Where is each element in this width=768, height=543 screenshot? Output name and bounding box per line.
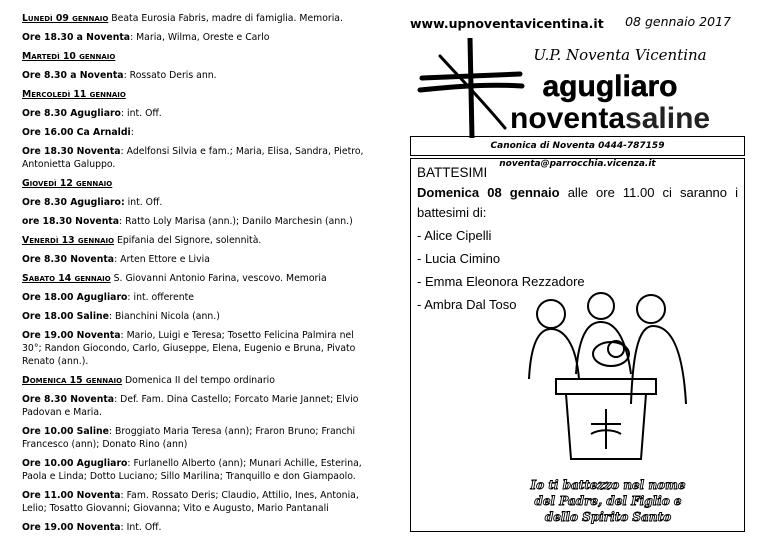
day-heading: Martedì 10 gennaio <box>22 51 116 62</box>
mass-entry: Ore 8.30 Agugliaro: int. Off. <box>22 197 163 208</box>
up-label: U.P. Noventa Vicentina <box>533 46 707 64</box>
baptism-name: - Lucia Cimino <box>417 251 501 266</box>
baptism-name: - Alice Cipelli <box>417 228 492 243</box>
day-heading: Venerdì 13 gennaio Epifania del Signore, solennità. <box>22 235 262 246</box>
day-heading: Giovedì 12 gennaio <box>22 178 113 189</box>
agugliaro-label: agugliaro <box>542 70 678 103</box>
baptism-name: - Emma Eleonora Rezzadore <box>417 274 585 289</box>
mass-schedule <box>22 12 374 540</box>
mass-entry: Ore 18.30 a Noventa: Maria, Wilma, Oreste e Carlo <box>22 32 270 43</box>
baptism-box <box>410 158 745 532</box>
mass-entry: Ore 10.00 Saline: Broggiato Maria Teresa (ann); Fraron Bruno; Franchi Francesco (ann); Donato Rino (ann) <box>22 426 356 450</box>
mass-entry: Ore 10.00 Agugliaro: Furlanello Alberto (ann); Munari Achille, Esterina, Paola e Linda; Dotto Luciano; Sillo Marilina; Tranquillo e don Giampaolo. <box>22 458 362 482</box>
day-heading: Domenica 15 gennaio Domenica II del tempo ordinario <box>22 375 275 386</box>
motto-line: Io ti battezzo nel nome <box>530 478 686 492</box>
motto-line: dello Spirito Santo <box>544 510 672 524</box>
mass-entry: Ore 18.00 Agugliaro: int. offerente <box>22 292 194 303</box>
baptism-heading: BATTESIMI <box>417 165 488 180</box>
motto-line: del Padre, del Figlio e <box>534 494 682 508</box>
mass-entry: Ore 19.00 Noventa: Int. Off. <box>22 522 162 533</box>
canonica-contact: Canonica di Noventa 0444-787159 noventa@parrocchia.vicenza.it <box>410 136 745 156</box>
mass-entry: Ore 19.00 Noventa: Mario, Luigi e Teresa; Tosetto Felicina Palmira nel 30°; Randon Giocondo, Carlo, Giuseppe, Elena, Eugenio e Bruna, Pivato Renato (ann.). <box>22 330 356 367</box>
cross-icon <box>420 38 522 138</box>
parish-logo <box>410 38 740 138</box>
mass-entry: Ore 11.00 Noventa: Fam. Rossato Deris; Claudio, Attilio, Ines, Antonia, Lelio; Tosatto Giovanni; Giovanna; Vito e Augusto, Mario Pantanali <box>22 490 359 514</box>
mass-entry: Ore 8.30 Noventa: Def. Fam. Dina Castello; Forcato Marie Jannet; Elvio Padovan e Maria. <box>22 394 359 418</box>
mass-entry: Ore 18.00 Saline: Bianchini Nicola (ann.) <box>22 311 220 322</box>
mass-entry: Ore 8.30 Agugliaro: int. Off. <box>22 108 162 119</box>
day-heading: Mercoledì 11 gennaio <box>22 89 126 100</box>
day-heading: Sabato 14 gennaio S. Giovanni Antonio Farina, vescovo. Memoria <box>22 273 327 284</box>
day-heading: Lunedì 09 gennaio Beata Eurosia Fabris, madre di famiglia. Memoria. <box>22 13 343 24</box>
mass-entry: Ore 8.30 Noventa: Arten Ettore e Livia <box>22 254 210 265</box>
issue-date: 08 gennaio 2017 <box>625 14 731 29</box>
website-url[interactable]: www.upnoventavicentina.it <box>410 16 604 31</box>
mass-entry: Ore 16.00 Ca Arnaldi: <box>22 127 134 138</box>
baptism-intro: Domenica 08 gennaio alle ore 11.00 ci saranno i battesimi di: <box>417 185 738 220</box>
mass-entry: Ore 8.30 a Noventa: Rossato Deris ann. <box>22 70 217 81</box>
noventa-saline-label: noventasaline <box>510 102 711 135</box>
baptism-name: - Ambra Dal Toso <box>417 297 517 312</box>
mass-entry: Ore 18.30 Noventa: Adelfonsi Silvia e fam.; Maria, Elisa, Sandra, Pietro, Antonietta Galuppo. <box>22 146 364 170</box>
baptism-illustration <box>521 284 696 529</box>
mass-entry: ore 18.30 Noventa: Ratto Loly Marisa (ann.); Danilo Marchesin (ann.) <box>22 216 353 227</box>
